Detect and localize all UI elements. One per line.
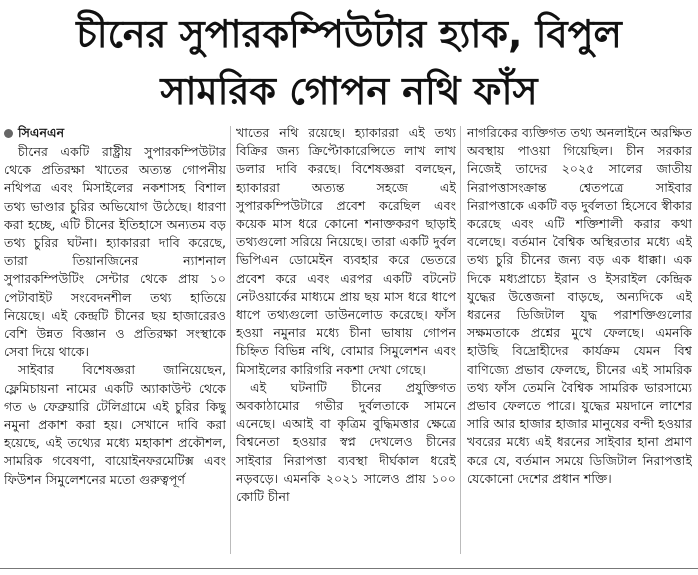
article-column-1 [4, 124, 226, 564]
bottom-rule [0, 568, 698, 569]
paragraph: এই ঘটনাটি চীনের প্রযুক্তিগত অবকাঠামোর গভীর দুর্বলতাকে সামনে এনেছে। এআই বা কৃত্রিম বুদ্ধিমত্তার ক্ষেত্রে বিশ্বনেতা হওয়ার স্বপ্ন দেখলেও চীনের সাইবার নিরাপত্তা ব্যবস্থা দীর্ঘকাল ধরেই নড়বড়ে। এমনকি ২০২১ সালেও প্রায় ১০০ কোটি চীনা [236, 379, 456, 505]
source-label: সিএনএন [18, 125, 65, 140]
paragraph: চীনের একটি রাষ্ট্রীয় সুপারকম্পিউটার থেকে প্রতিরক্ষা খাতের অত্যন্ত গোপনীয় নথিপত্র এবং মিসাইলের নকশাসহ বিশাল তথ্য ভাণ্ডার চুরির অভিযোগ উঠেছে। ধারণা করা হচ্ছে, এটি চীনের ইতিহাসে অন্যতম বড় তথ্য চুরির ঘটনা। হ্যাকাররা দাবি করেছে, তারা তিয়ানজিনের ন্যাশনাল সুপারকম্পিউটিং সেন্টার থেকে প্রায় ১০ পেটাবাইট সংবেদনশীল তথ্য হাতিয়ে নিয়েছে। এই কেন্দ্রটি চীনের ছয় হাজারেরও বেশি উন্নত বিজ্ঞান ও প্রতিরক্ষা সংস্থাকে সেবা দিয়ে থাকে। [4, 144, 226, 360]
paragraph: খাতের নথি রয়েছে। হ্যাকাররা এই তথ্য বিক্রির জন্য ক্রিপ্টোকারেন্সিতে লাখ লাখ ডলার দাবি করছে। বিশেষজ্ঞরা বলছেন, হ্যাকাররা অত্যন্ত সহজে এই সুপারকম্পিউটারে প্রবেশ করেছিল এবং কয়েক মাস ধরে কোনো শনাক্তকরণ ছাড়াই তথ্যগুলো সরিয়ে নিয়েছে। তারা একটি দুর্বল ভিপিএন ডোমেইন ব্যবহার করে ভেতরে প্রবেশ করে এবং এরপর একটি বটনেট নেটওয়ার্কের মাধ্যমে প্রায় ছয় মাস ধরে ধাপে ধাপে তথ্যগুলো ডাউনলোড করেছে। ফাঁস হওয়া নমুনার মধ্যে চীনা ভাষায় গোপন চিহ্নিত বিভিন্ন নথি, বোমার সিমুলেশন এবং মিসাইলের কারিগরি নকশা দেখা গেছে। [236, 125, 456, 377]
byline [4, 124, 226, 142]
article-column-3 [467, 124, 692, 564]
headline-line-1: চীনের সুপারকম্পিউটার হ্যাক, বিপুল [76, 12, 622, 56]
paragraph: নাগরিকের ব্যক্তিগত তথ্য অনলাইনে অরক্ষিত অবস্থায় পাওয়া গিয়েছিল। চীন সরকার নিজেই তাদের ২০২৫ সালের জাতীয় নিরাপত্তাসংক্রান্ত শ্বেতপত্রে সাইবার নিরাপত্তাকে একটি বড় দুর্বলতা হিসেবে স্বীকার করেছে এবং এটি শক্তিশালী করার কথা বলেছে। বর্তমান বৈশ্বিক অস্থিরতার মধ্যে এই তথ্য চুরি চীনের জন্য বড় এক ধাক্কা। এক দিকে মধ্যপ্রাচ্যে ইরান ও ইসরাইল কেন্দ্রিক যুদ্ধের উত্তেজনা বাড়ছে, অন্যদিকে এই ধরনের ডিজিটাল যুদ্ধ পরাশক্তিগুলোর সক্ষমতাকে প্রশ্নের মুখে ফেলছে। এমনকি হাউছি বিদ্রোহীদের কার্যক্রম যেমন বিশ্ব বাণিজ্যে প্রভাব ফেলছে, চীনের এই সামরিক তথ্য ফাঁস তেমনি বৈশ্বিক সামরিক ভারসাম্যে প্রভাব ফেলতে পারে। যুদ্ধের ময়দানে লাশের সারি আর হাজার হাজার মানুষের বন্দী হওয়ার খবরের মধ্যে এই ধরনের সাইবার হানা প্রমাণ করে যে, বর্তমান সময়ে ডিজিটাল নিরাপত্তাই যেকোনো দেশের প্রধান শক্তি। [467, 125, 692, 486]
headline-line-2: সামরিক গোপন নথি ফাঁস [160, 69, 538, 113]
paragraph: সাইবার বিশেষজ্ঞরা জানিয়েছেন, ফ্লেমিচায়না নামের একটি অ্যাকাউন্ট থেকে গত ৬ ফেব্রুয়ারি টেলিগ্রামে এই চুরির কিছু নমুনা প্রকাশ করা হয়। সেখানে দাবি করা হয়েছে, এই তথ্যের মধ্যে মহাকাশ প্রকৌশল, সামরিক গবেষণা, বায়োইনফরমেটিক্স এবং ফিউশন সিমুলেশনের মতো গুরুত্বপূর্ণ [4, 362, 226, 487]
article-body [4, 124, 694, 564]
article-headline [0, 6, 698, 120]
bullet-icon [4, 129, 13, 138]
article-column-2 [236, 124, 456, 564]
